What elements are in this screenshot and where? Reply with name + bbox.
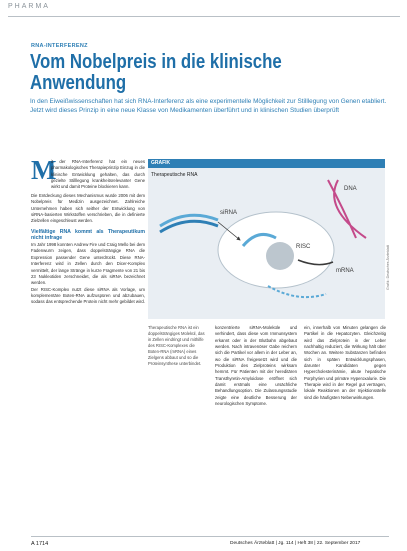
- figure-caption: Therapeutische RNA ist ein doppelsträngiges Molekül, das in Zellen eindringt und mithilfe des RISC-Komplexes die Boten-RNA (mRNA) eines Zielgens abbaut und so die Proteinsynthese unterbindet.: [148, 325, 205, 366]
- article-headline: [30, 52, 332, 94]
- drop-cap: M: [31, 155, 57, 185]
- footer-source: Deutsches Ärzteblatt | Jg. 114 | Heft 38 | 22. September 2017: [230, 541, 361, 546]
- top-rule: [8, 16, 400, 17]
- body-paragraph: Im Jahr 1998 konnten Andrew Fire und Craig Mello bei dem Fadenwurm zeigen, dass doppelsträngige RNA die Expression passender Gene unterdrückt. Diese RNA-Interferenz wird in Zellen durch den Dicer-Komplex vermittelt, der lange Stränge in kurze Fragmente von 21 bis 23 Nukleotiden zerschneidet, die als siRNA bezeichnet werden.: [31, 242, 145, 286]
- label-mrna: mRNA: [336, 268, 354, 274]
- column-right: [304, 325, 386, 401]
- body-paragraph: konzentrierte siRNA-Moleküle und verhindert, dass diese vom Immunsystem erkannt oder in der Blutbahn abgebaut werden. Nach intravenöser Gabe reichern sich die Partikel vor allem in der Leber an, wo die siRNA freigesetzt wird und die Produktion des Zielproteins wirksam hemmt. Für Patienten mit der hereditären Transthyretin-Amyloidose eröffnet sich damit erstmals eine ursächliche Behandlungsoption. Die Zulassungsstudie zeigte eine deutliche Besserung der neurologischen Symptome.: [215, 325, 297, 407]
- column-left: [31, 193, 145, 306]
- label-risc: RISC: [296, 244, 311, 250]
- figure-header-bar: [148, 159, 385, 168]
- subheading: Vielfältige RNA kommt als Therapeutikum nicht infrage: [31, 228, 145, 241]
- label-dna: DNA: [344, 186, 357, 192]
- body-paragraph: Der RISC-Komplex nutzt diese siRNA als Vorlage, um komplementäre Boten-RNA aufzuspüren und abzubauen, sodass das entsprechende Protein nicht mehr gebildet wird.: [31, 286, 145, 305]
- body-paragraph: ein, innerhalb von Minuten gelangen die Partikel in die Hepatozyten. Gleichzeitig wird das Zielprotein in der Leber nachhaltig reduziert, die Wirkung hält über Wochen an. Weitere Substanzen befinden sich in späten Entwicklungsphasen, darunter Kandidaten gegen Hypercholesterinämie, akute hepatische Porphyrien und primäre Hyperoxalurie. Die Therapie wird in der Regel gut vertragen, lokale Reaktionen an der Injektionsstelle sind die häufigsten Nebenwirkungen.: [304, 325, 386, 400]
- footer-rule: [31, 536, 389, 537]
- body-paragraph: Die Entdeckung dieses Mechanismus wurde 2006 mit dem Nobelpreis für Medizin ausgezeichnet. Zahlreiche Unternehmen haben sich seither der Entwicklung von siRNA-basierten Wirkstoffen verschrieben, die in definierte Zielzellen eingeschleust werden.: [31, 193, 145, 224]
- column-middle: [215, 325, 297, 407]
- risc-complex-icon: [266, 242, 294, 270]
- column-left-intro: [51, 159, 145, 191]
- figure-title: Therapeutische RNA: [151, 172, 198, 178]
- label-sirna: siRNA: [220, 210, 238, 216]
- rnai-diagram: [148, 168, 385, 319]
- article-lede: In den Eiweißwissenschaften hat sich RNA-Interferenz als eine experimentelle Möglichkeit zur Stilllegung von Genen etabliert. Jetzt wird dieses Prinzip in eine neue Klasse von Medikamenten überführt und in klinischen Studien überprüft: [30, 98, 387, 114]
- figure-credit: Grafik: Deutsches Ärzteblatt: [386, 245, 390, 290]
- sirna-strand-icon: [160, 221, 218, 232]
- page-number: A 1714: [31, 541, 49, 547]
- section-label: PHARMA: [8, 3, 50, 10]
- intro-paragraph: it der RNA-Interferenz hat ein neues pharmakologisches Therapieprinzip Einzug in die klinische Entwicklung gehalten, das durch gezielte Stilllegung krankheitsrelevanter Gene wirkt und damit Proteine blockieren kann.: [51, 159, 145, 190]
- headline-line-1: Vom Nobelpreis in die klinische: [30, 51, 282, 73]
- figure-tag: GRAFIK: [151, 160, 171, 166]
- article-kicker: RNA-INTERFERENZ: [31, 43, 88, 49]
- headline-line-2: Anwendung: [30, 72, 127, 94]
- figure-panel: [148, 168, 385, 319]
